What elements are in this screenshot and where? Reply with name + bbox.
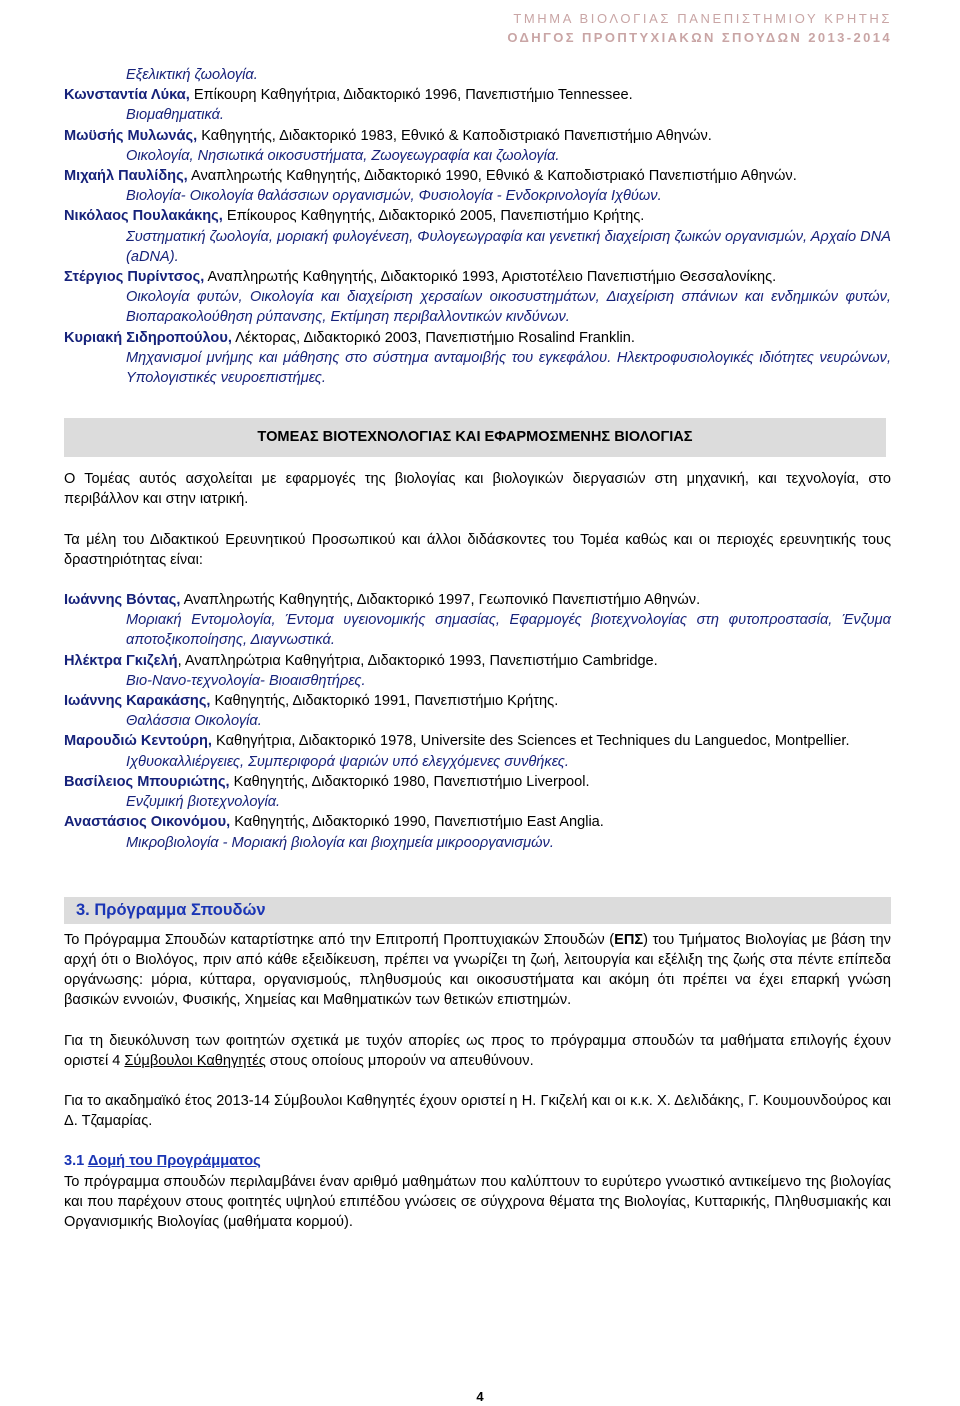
staff-line <box>64 772 891 792</box>
staff-details: Επίκουρη Καθηγήτρια, Διδακτορικό 1996, Πανεπιστήμιο Tennessee. <box>189 87 633 104</box>
program-paragraph-4: Το πρόγραμμα σπουδών περιλαμβάνει έναν αριθμό μαθημάτων που καλύπτουν το ευρύτερο γνωστικό αντικείμενο της βιολογίας και που παρέχουν στους φοιτητές υψηλού επιπέδου γνώσεις σε σύγχρονα θέματα της Βιολογίας, Κυτταρικής, Πληθυσμιακής και Οργανισμικής Βιολογίας (μαθήματα κορμού). <box>64 1173 891 1230</box>
program-p2-text-a: Για τη διευκόλυνση των φοιτητών σχετικά με τυχόν απορίες ως προς το πρόγραμμα σπουδών τα μαθήματα επιλογής έχουν οριστεί 4 <box>64 1032 891 1069</box>
staff-line <box>64 166 891 186</box>
staff-research-field: Μικροβιολογία - Μοριακή βιολογία και βιοχημεία μικροοργανισμών. <box>126 834 554 851</box>
staff-research-field: Μηχανισμοί μνήμης και μάθησης στο σύστημα ανταμοιβής του εγκεφάλου. Ηλεκτροφυσιολογικές ιδιότητες νευρώνων, Υπολογιστικές νευροεπιστήμες. <box>126 349 891 387</box>
staff-entry <box>64 267 891 328</box>
staff-name: Μιχαήλ Παυλίδης, <box>64 168 188 185</box>
page-number: 4 <box>476 1389 484 1404</box>
staff-entry <box>64 206 891 267</box>
header-guide-title: ΟΔΗΓΟΣ ΠΡΟΠΤΥΧΙΑΚΩΝ ΣΠΟΥΔΩΝ 2013-2014 <box>507 30 892 45</box>
staff-line <box>64 85 891 105</box>
section-title: 3. Πρόγραμμα Σπουδών <box>76 900 266 919</box>
program-paragraph-3: Για το ακαδημαϊκό έτος 2013-14 Σύμβουλοι Καθηγητές έχουν οριστεί η Η. Γκιζελή και οι κ.κ. Χ. Δελιδάκης, Γ. Κουμουνδούρος και Δ. Τζαμαρίας. <box>64 1092 891 1130</box>
staff-line <box>64 731 891 751</box>
staff-details: Καθηγητής, Διδακτορικό 1990, Πανεπιστήμιο East Anglia. <box>230 814 604 831</box>
staff-line <box>64 691 891 711</box>
staff-details: Αναπληρωτής Καθηγητής, Διδακτορικό 1990, Εθνικό & Καποδιστριακό Πανεπιστήμιο Αθηνών. <box>187 168 797 185</box>
staff-line <box>64 328 891 348</box>
page-header <box>507 9 892 47</box>
staff-details: , Αναπληρώτρια Καθηγήτρια, Διδακτορικό 1993, Πανεπιστήμιο Cambridge. <box>177 652 658 669</box>
staff-details: Καθηγητής, Διδακτορικό 1980, Πανεπιστήμιο Liverpool. <box>229 773 590 790</box>
staff-line <box>64 651 891 671</box>
subsection-heading <box>64 1151 891 1171</box>
staff-research-field: Βιο-Νανο-τεχνολογία- Βιοαισθητήρες. <box>126 672 366 689</box>
staff-research-field: Μοριακή Εντομολογία, Έντομα υγειονομικής σημασίας, Εφαρμογές βιοτεχνολογίας στη φυτοπροστασία, Ένζυμα αποτοξικοποίησης, Διαγνωστικά. <box>126 612 891 649</box>
program-paragraph-2 <box>64 1031 891 1071</box>
staff-name: Μαρουδιώ Κεντούρη, <box>64 733 212 750</box>
program-p1-abbrev: ΕΠΣ <box>614 931 644 948</box>
staff-name: Ηλέκτρα Γκιζελή <box>64 652 178 669</box>
staff-line <box>64 812 891 832</box>
staff-research-field: Συστηματική ζωολογία, μοριακή φυλογένεση, Φυλογεωγραφία και γενετική διαχείριση ζωικών οργανισμών, Αρχαίο DNA (aDNA). <box>126 228 891 265</box>
staff-entry <box>64 126 891 166</box>
staff-name: Κωνσταντία Λύκα, <box>64 87 190 104</box>
staff-research-field: Ιχθυοκαλλιέργειες, Συμπεριφορά ψαριών υπό ελεγχόμενες συνθήκες. <box>126 753 569 770</box>
program-p1-text-a: Το Πρόγραμμα Σπουδών καταρτίστηκε από την Επιτροπή Προπτυχιακών Σπουδών ( <box>64 931 615 948</box>
staff-list-top <box>64 85 891 388</box>
staff-name: Μωϋσής Μυλωνάς, <box>64 127 198 144</box>
page-content <box>64 65 891 1232</box>
staff-research-field: Ενζυμική βιοτεχνολογία. <box>126 794 281 811</box>
program-paragraph-1 <box>64 930 891 1011</box>
staff-details: Λέκτορας, Διδακτορικό 2003, Πανεπιστήμιο Rosalind Franklin. <box>231 329 635 346</box>
staff-research-field: Βιολογία- Οικολογία θαλάσσιων οργανισμών, Φυσιολογία - Ενδοκρινολογία Ιχθύων. <box>126 188 662 205</box>
advisors-link[interactable]: Σύμβουλοι Καθηγητές <box>124 1052 266 1069</box>
staff-line <box>64 126 891 146</box>
program-p1-text-b: ) του Τμήματος Βιολογίας με βάση την αρχή ότι ο Βιολόγος, πριν από κάθε εξειδίκευση, πρέπει να γνωρίζει τη ζωή, λειτουργία και εξέλιξη της ζωής στα πέντε επίπεδα οργάνωσης: μόρια, κύτταρα, οργανισμούς, πληθυσμούς και οικοσυστήματα και ακόμη ότι πρέπει να έχει επαρκή γνώση βασικών εννοιών, Φυσικής, Χημείας και Μαθηματικών των θετικών επιστημών. <box>64 931 891 1009</box>
subsection-number: 3.1 <box>64 1153 88 1170</box>
staff-name: Κυριακή Σιδηροπούλου, <box>64 329 232 346</box>
subsection-title[interactable]: Δομή του Προγράμματος <box>87 1153 261 1170</box>
staff-name: Ιωάννης Καρακάσης, <box>64 693 211 710</box>
staff-name: Στέργιος Πυρίντσος, <box>64 269 205 286</box>
sector-description: Ο Τομέας αυτός ασχολείται με εφαρμογές της βιολογίας και βιολογικών διεργασιών στη μηχανική, και τεχνολογία, στο περιβάλλον και στην ιατρική. <box>64 471 891 508</box>
staff-entry <box>64 166 891 206</box>
section-heading <box>64 897 891 924</box>
intro-field: Εξελικτική ζωολογία. <box>126 67 258 83</box>
header-department: ΤΜΗΜΑ ΒΙΟΛΟΓΙΑΣ ΠΑΝΕΠΙΣΤΗΜΙΟΥ ΚΡΗΤΗΣ <box>513 11 892 26</box>
staff-entry <box>64 85 891 125</box>
staff-line <box>64 267 891 287</box>
staff-name: Ιωάννης Βόντας, <box>64 592 181 609</box>
staff-line <box>64 590 891 610</box>
staff-entry <box>64 772 891 812</box>
staff-details: Καθηγητής, Διδακτορικό 1983, Εθνικό & Καποδιστριακό Πανεπιστήμιο Αθηνών. <box>197 127 712 144</box>
staff-research-field: Οικολογία, Νησιωτικά οικοσυστήματα, Ζωογεωγραφία και ζωολογία. <box>126 147 560 164</box>
staff-research-field: Βιομαθηματικά. <box>126 107 224 124</box>
staff-research-field: Οικολογία φυτών, Οικολογία και διαχείριση χερσαίων οικοσυστημάτων, Διαχείριση σπάνιων και ενδημικών φυτών, Βιοπαρακολούθηση ρύπανσης, Εκτίμηση περιβαλλοντικών κινδύνων. <box>126 289 891 326</box>
staff-name: Νικόλαος Πουλακάκης, <box>64 208 223 225</box>
program-p2-text-b: στους οποίους μπορούν να απευθύνουν. <box>265 1052 534 1069</box>
sector-title: ΤΟΜΕΑΣ ΒΙΟΤΕΧΝΟΛΟΓΙΑΣ ΚΑΙ ΕΦΑΡΜΟΣΜΕΝΗΣ ΒΙΟΛΟΓΙΑΣ <box>64 418 886 457</box>
staff-details: Επίκουρος Καθηγητής, Διδακτορικό 2005, Πανεπιστήμιο Κρήτης. <box>222 208 645 225</box>
staff-line <box>64 206 891 226</box>
staff-entry <box>64 328 891 389</box>
staff-name: Βασίλειος Μπουριώτης, <box>64 773 230 790</box>
staff-name: Αναστάσιος Οικονόμου, <box>64 814 231 831</box>
sector-members-intro: Τα μέλη του Διδακτικού Ερευνητικού Προσωπικού και άλλοι διδάσκοντες του Τομέα καθώς και οι περιοχές ερευνητικής τους δραστηριότητας είναι: <box>64 531 891 568</box>
staff-entry <box>64 651 891 691</box>
staff-entry <box>64 590 891 651</box>
staff-entry <box>64 731 891 771</box>
staff-entry <box>64 812 891 852</box>
staff-details: Αναπληρωτής Καθηγητής, Διδακτορικό 1997, Γεωπονικό Πανεπιστήμιο Αθηνών. <box>180 592 701 609</box>
staff-details: Καθηγητής, Διδακτορικό 1991, Πανεπιστήμιο Κρήτης. <box>210 693 559 710</box>
staff-research-field: Θαλάσσια Οικολογία. <box>126 713 262 730</box>
staff-details: Αναπληρωτής Καθηγητής, Διδακτορικό 1993, Αριστοτέλειο Πανεπιστήμιο Θεσσαλονίκης. <box>204 269 777 286</box>
staff-entry <box>64 691 891 731</box>
staff-list-sector <box>64 590 891 853</box>
staff-details: Καθηγήτρια, Διδακτορικό 1978, Universite des Sciences et Techniques du Languedoc, Montpellier. <box>211 733 850 750</box>
